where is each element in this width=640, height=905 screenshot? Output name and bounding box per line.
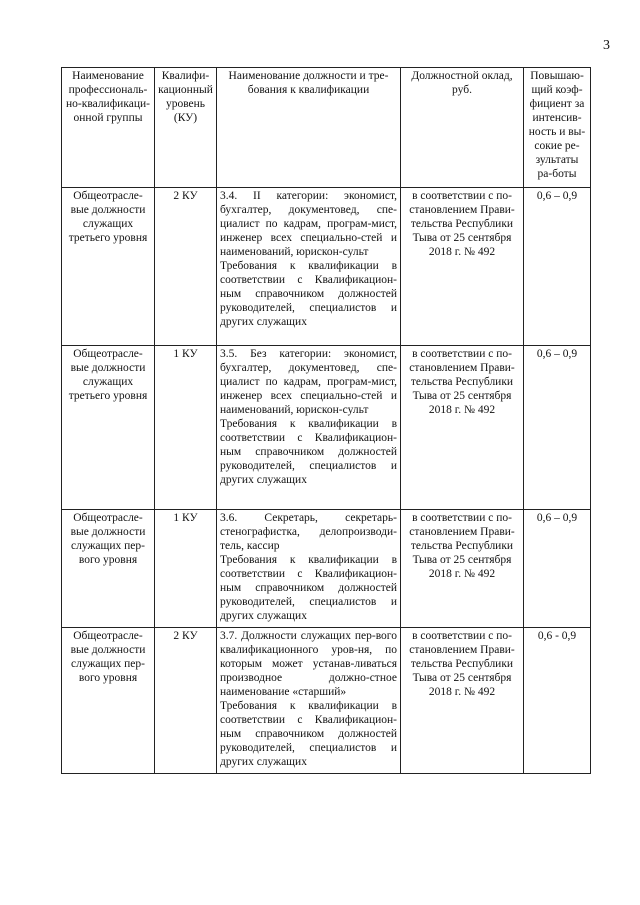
qualification-table (61, 67, 591, 774)
cell-position (217, 510, 401, 628)
cell-coefficient: 0,6 – 0,9 (524, 510, 591, 628)
position-title: 3.4. II категории: экономист, бухгалтер, документовед, спе-циалист по кадрам, програм-мист, инженер всех специально-стей и наименований, юрискон-сульт (220, 190, 397, 258)
cell-position (217, 188, 401, 346)
cell-coefficient: 0,6 – 0,9 (524, 188, 591, 346)
cell-coefficient: 0,6 - 0,9 (524, 628, 591, 774)
table-row (62, 628, 591, 774)
position-requirements: Требования к квалификации в соответствии с Квалификацион-ным справочником должностей руководителей, специалистов и других служащих (220, 418, 397, 486)
cell-group: Общеотрасле-вые должности служащих пер-вого уровня (62, 510, 155, 628)
position-title: 3.7. Должности служащих пер-вого квалификационного уров-ня, по которым может устанав-ливаться производное должно-стное наименование «старший» (220, 630, 397, 698)
cell-salary: в соответствии с по-становлением Прави-тельства Республики Тыва от 25 сентября 2018 г. № 492 (401, 346, 524, 510)
table-row (62, 510, 591, 628)
cell-salary: в соответствии с по-становлением Прави-тельства Республики Тыва от 25 сентября 2018 г. № 492 (401, 510, 524, 628)
header-group: Наименование профессиональ-но-квалификаци-онной группы (62, 68, 155, 188)
position-requirements: Требования к квалификации в соответствии с Квалификацион-ным справочником должностей руководителей, специалистов и других служащих (220, 700, 397, 768)
cell-level: 2 КУ (155, 628, 217, 774)
cell-position (217, 346, 401, 510)
position-requirements: Требования к квалификации в соответствии с Квалификацион-ным справочником должностей руководителей, специалистов и других служащих (220, 260, 397, 328)
cell-level: 1 КУ (155, 346, 217, 510)
cell-group: Общеотрасле-вые должности служащих пер-вого уровня (62, 628, 155, 774)
position-title: 3.6. Секретарь, секретарь-стенографистка, делопроизводи-тель, кассир (220, 512, 397, 552)
table-row (62, 188, 591, 346)
cell-coefficient: 0,6 – 0,9 (524, 346, 591, 510)
cell-salary: в соответствии с по-становлением Прави-тельства Республики Тыва от 25 сентября 2018 г. № 492 (401, 628, 524, 774)
cell-salary: в соответствии с по-становлением Прави-тельства Республики Тыва от 25 сентября 2018 г. № 492 (401, 188, 524, 346)
position-title: 3.5. Без категории: экономист, бухгалтер, документовед, спе-циалист по кадрам, програм-мист, инженер всех специально-стей и наименований, юрискон-сульт (220, 348, 397, 416)
header-salary: Должностной оклад, руб. (401, 68, 524, 188)
table-row (62, 346, 591, 510)
table-header-row (62, 68, 591, 188)
cell-level: 1 КУ (155, 510, 217, 628)
position-requirements: Требования к квалификации в соответствии с Квалификацион-ным справочником должностей руководителей, специалистов и других служащих (220, 554, 397, 622)
page-number: 3 (603, 38, 610, 53)
header-coefficient: Повышаю-щий коэф-фициент за интенсив-ность и вы-сокие ре-зультаты ра-боты (524, 68, 591, 188)
header-level: Квалифи-кационный уровень (КУ) (155, 68, 217, 188)
cell-group: Общеотрасле-вые должности служащих третьего уровня (62, 346, 155, 510)
header-position: Наименование должности и тре-бования к квалификации (217, 68, 401, 188)
cell-position (217, 628, 401, 774)
cell-group: Общеотрасле-вые должности служащих третьего уровня (62, 188, 155, 346)
cell-level: 2 КУ (155, 188, 217, 346)
